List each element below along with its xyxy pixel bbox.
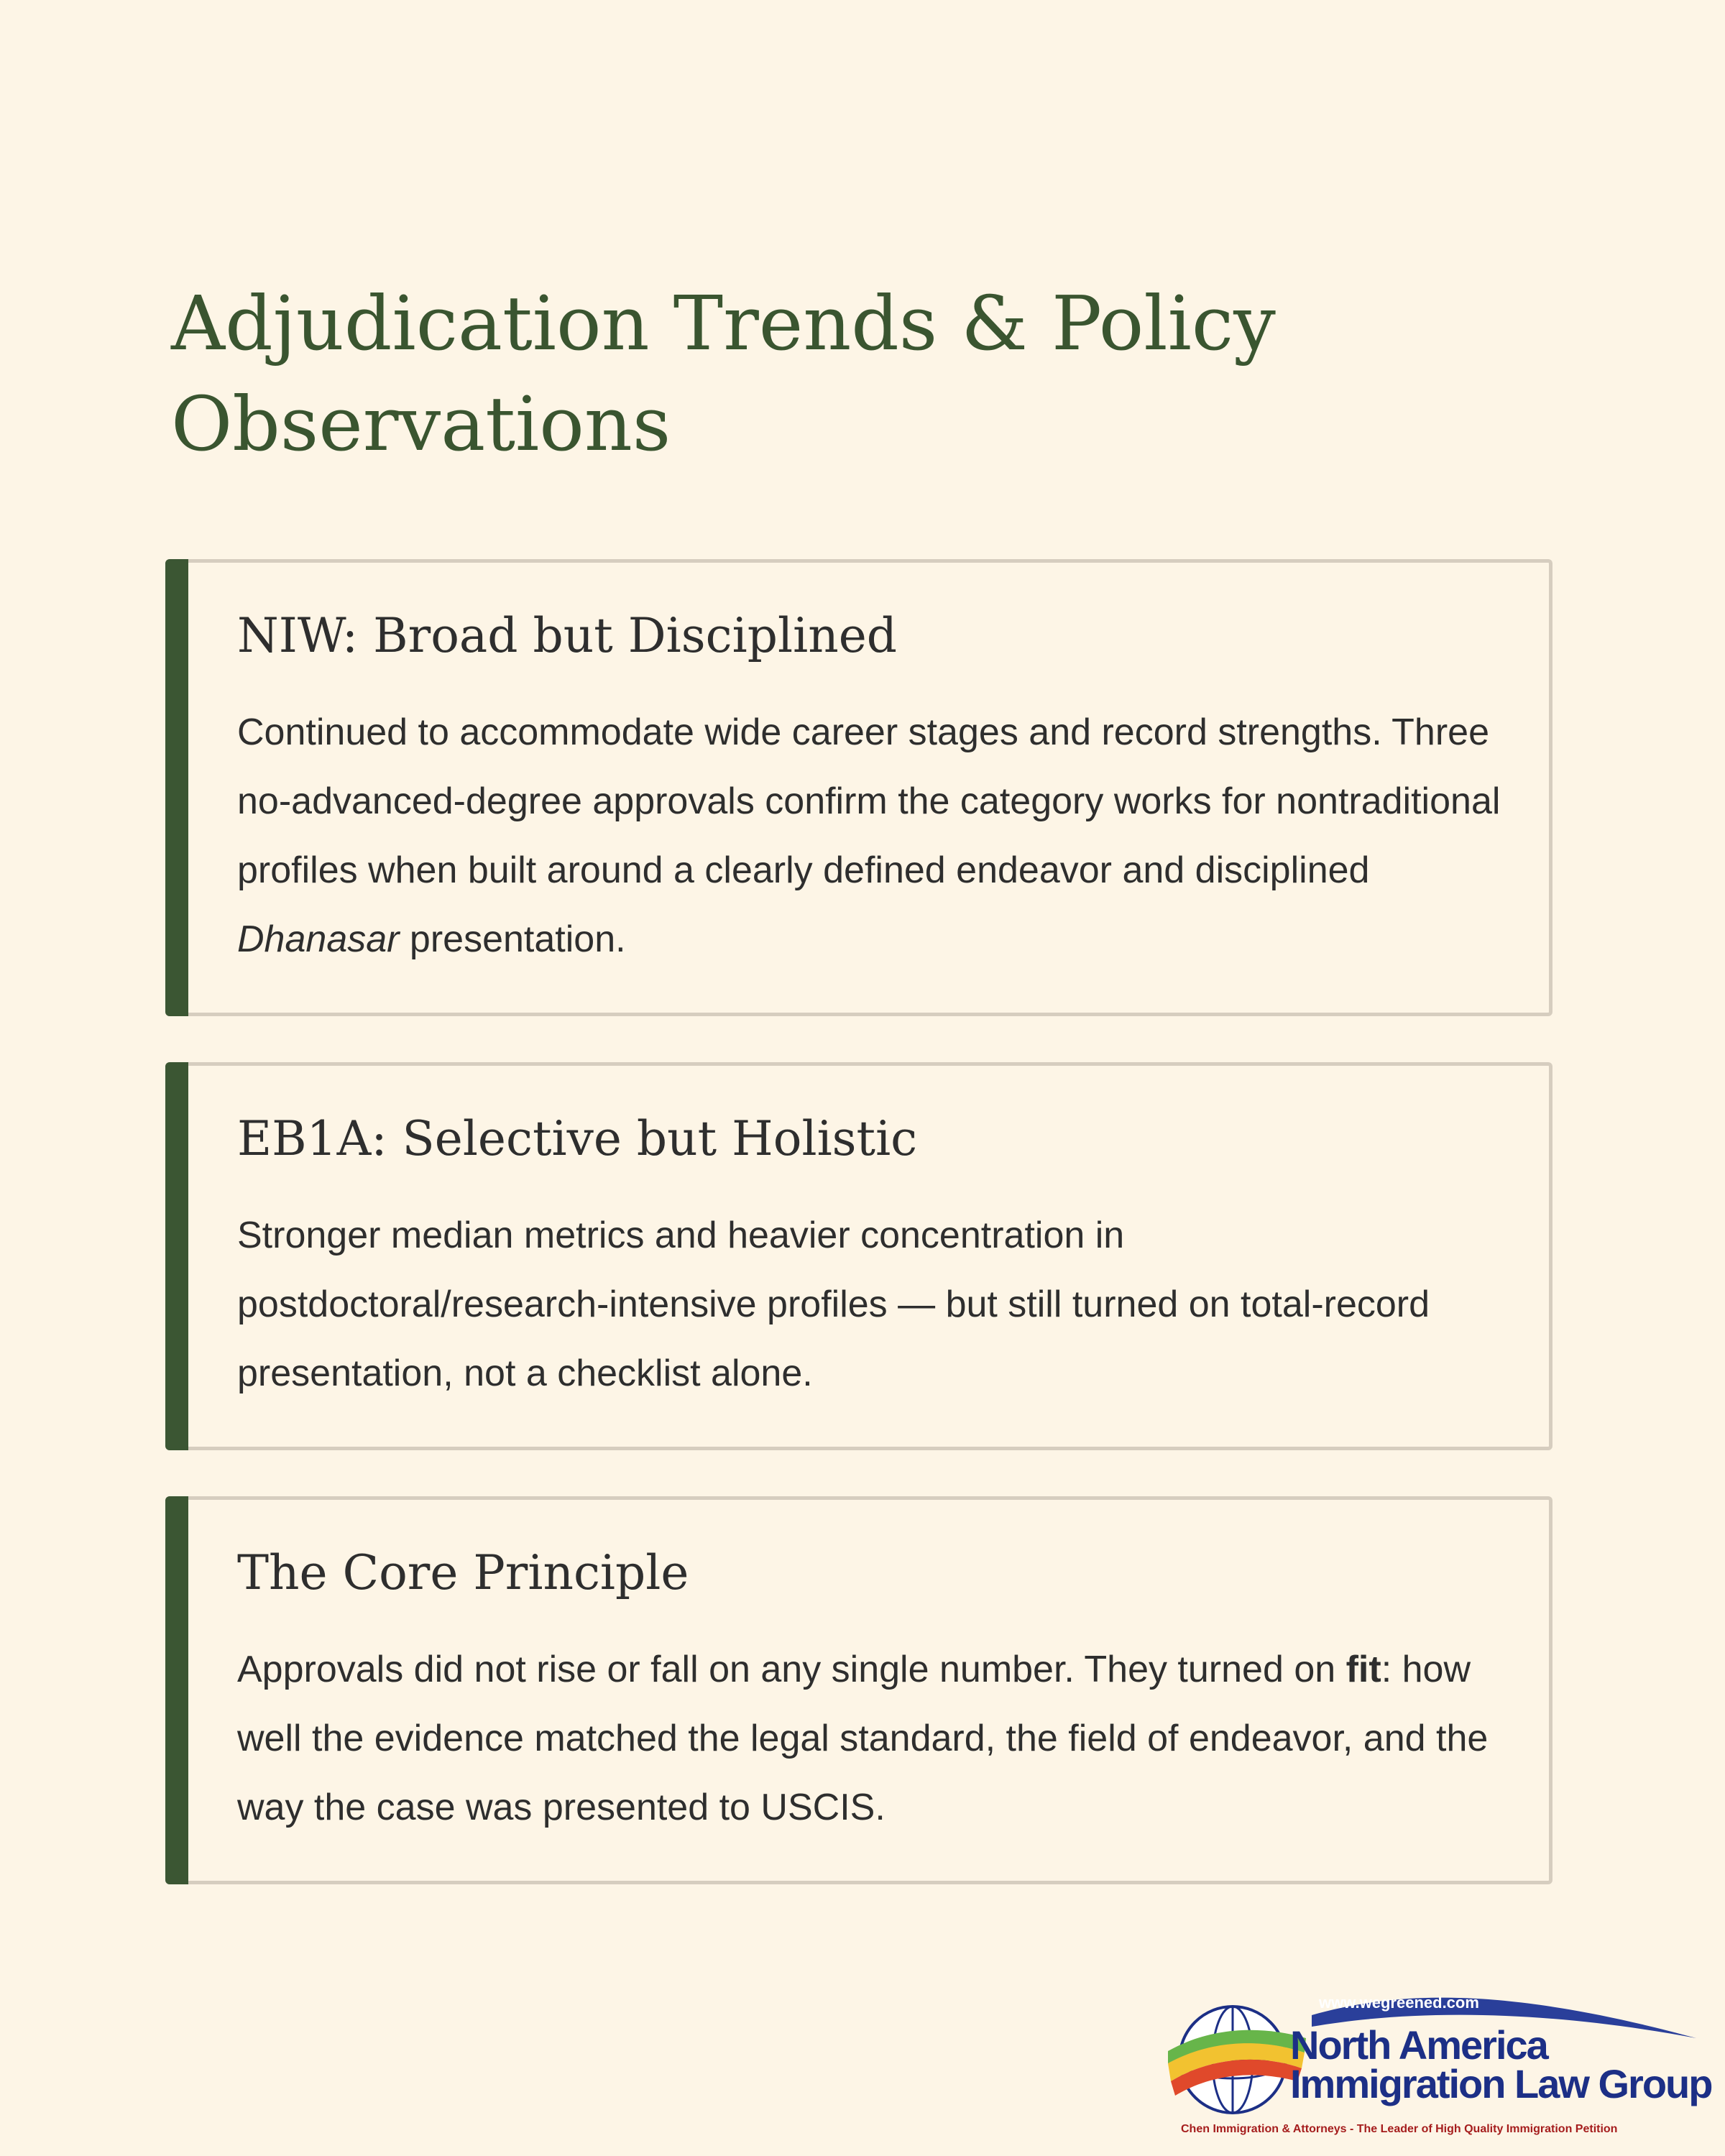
card-eb1a [165, 1062, 1552, 1450]
card-title: EB1A: Selective but Holistic [237, 1111, 918, 1166]
card-title: NIW: Broad but Disciplined [237, 608, 898, 663]
logo-name-line1: North America [1290, 2022, 1547, 2068]
card-body-text: : how well the evidence matched the legal standard, the field of endeavor, and the way the case was presented to USCIS. [237, 1649, 1489, 1828]
card-accent-bar [165, 1062, 188, 1450]
card-accent-bar [165, 559, 188, 1016]
card-body-text: Continued to accommodate wide career stages and record strengths. Three no-advanced-degree approvals confirm the category works for nontraditional profiles when built around a clearly defined endeavor and disciplined [237, 711, 1501, 891]
logo-name-line2: Immigration Law Group [1290, 2061, 1712, 2106]
page-title: Adjudication Trends & Policy Observations [171, 280, 1276, 468]
card-body-emphasis: Dhanasar [237, 918, 400, 960]
firm-logo [1168, 1988, 1714, 2156]
card-body-strong: fit [1346, 1649, 1381, 1690]
card-body [237, 1635, 1502, 1842]
card-body-text: presentation. [399, 918, 626, 960]
card-body [237, 698, 1502, 974]
card-niw [165, 559, 1552, 1016]
logo-url: www.wegreened.com [1319, 1994, 1479, 2012]
card-title: The Core Principle [237, 1545, 689, 1600]
card-accent-bar [165, 1496, 188, 1884]
card-body-text: Approvals did not rise or fall on any single number. They turned on [237, 1649, 1346, 1690]
card-body: Stronger median metrics and heavier concentration in postdoctoral/research-intensive profiles — but still turned on total-record presentation, not a checklist alone. [237, 1215, 1430, 1394]
card-core-principle [165, 1496, 1552, 1884]
logo-tagline: Chen Immigration & Attorneys - The Leader of High Quality Immigration Petition [1181, 2123, 1618, 2135]
